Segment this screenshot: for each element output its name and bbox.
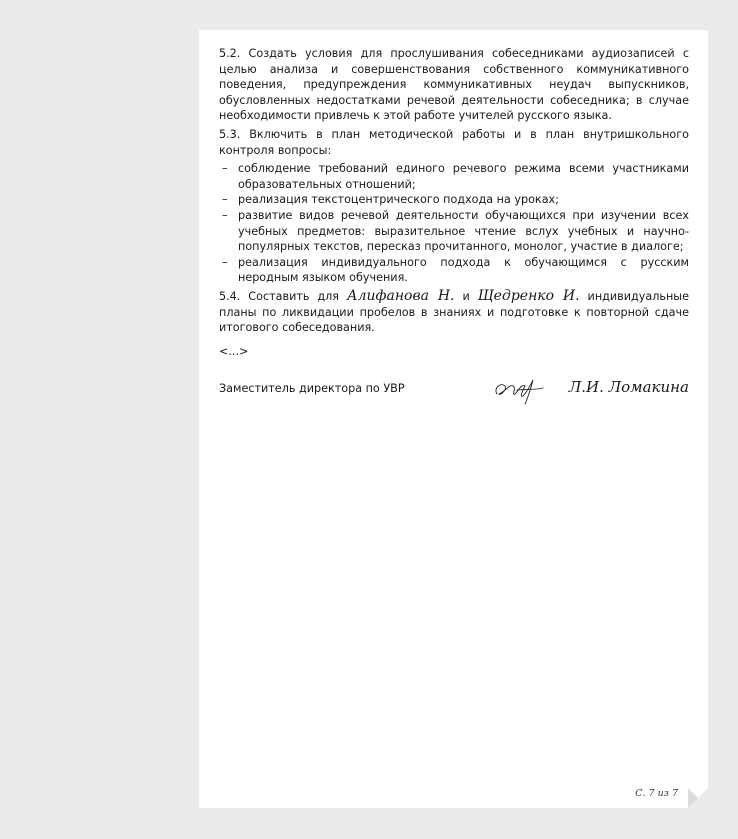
control-questions-list: [219, 161, 689, 286]
list-item-text: соблюдение требований единого речевого режима всеми участниками образовательных отношений;: [238, 162, 689, 191]
signature-block: [219, 370, 689, 410]
document-page: [199, 30, 708, 808]
student-name-1: Алифанова Н.: [347, 287, 455, 304]
dash-bullet: –: [222, 193, 228, 207]
paragraph-5-2: 5.2. Создать условия для прослушивания собеседниками аудиозаписей с целью анализа и совершенствования собственного коммуникативного поведения, предупреждения коммуникативных неудач выпускников, обусловленных недостатками речевой деятельности собеседника; в случае необходимости привлечь к этой работе учителей русского языка.: [219, 47, 689, 123]
paragraph-5-4: [219, 289, 689, 336]
signatory-name: Л.И. Ломакина: [568, 378, 689, 396]
signatory-position: Заместитель директора по УВР: [219, 382, 405, 395]
list-item: [219, 255, 689, 286]
paragraph-5-4-conjunction: и: [454, 289, 478, 303]
page-number: С. 7 из 7: [635, 788, 678, 799]
list-item-text: реализация текстоцентрического подхода на уроках;: [238, 193, 559, 207]
dash-bullet: –: [222, 208, 228, 222]
page-corner-cut: [688, 788, 708, 808]
paragraph-5-3: 5.3. Включить в план методической работы и в план внутришкольного контроля вопросы:: [219, 127, 689, 157]
dash-bullet: –: [222, 162, 228, 176]
list-item: [219, 161, 689, 192]
omission-mark: <...>: [219, 344, 249, 358]
paragraph-5-4-rest: индивидуальные планы по ликвидации пробелов в знаниях и подготовке к повторной сдаче итогового собеседования.: [219, 289, 689, 335]
paragraph-5-4-intro: 5.4. Составить для: [219, 289, 347, 303]
document-body: [219, 46, 689, 362]
list-item: [219, 208, 689, 255]
handwritten-signature-icon: [487, 370, 547, 406]
list-item: [219, 192, 689, 208]
list-item-text: реализация индивидуального подхода к обучающимся с русским неродным языком обучения.: [238, 255, 689, 285]
student-name-2: Щедренко И.: [477, 287, 580, 304]
list-item-text: развитие видов речевой деятельности обучающихся при изучении всех учебных предметов: выразительное чтение вслух учебных и научно-популярных текстов, пересказ прочитанного, монолог, участие в диалоге;: [238, 208, 689, 254]
dash-bullet: –: [222, 255, 228, 269]
